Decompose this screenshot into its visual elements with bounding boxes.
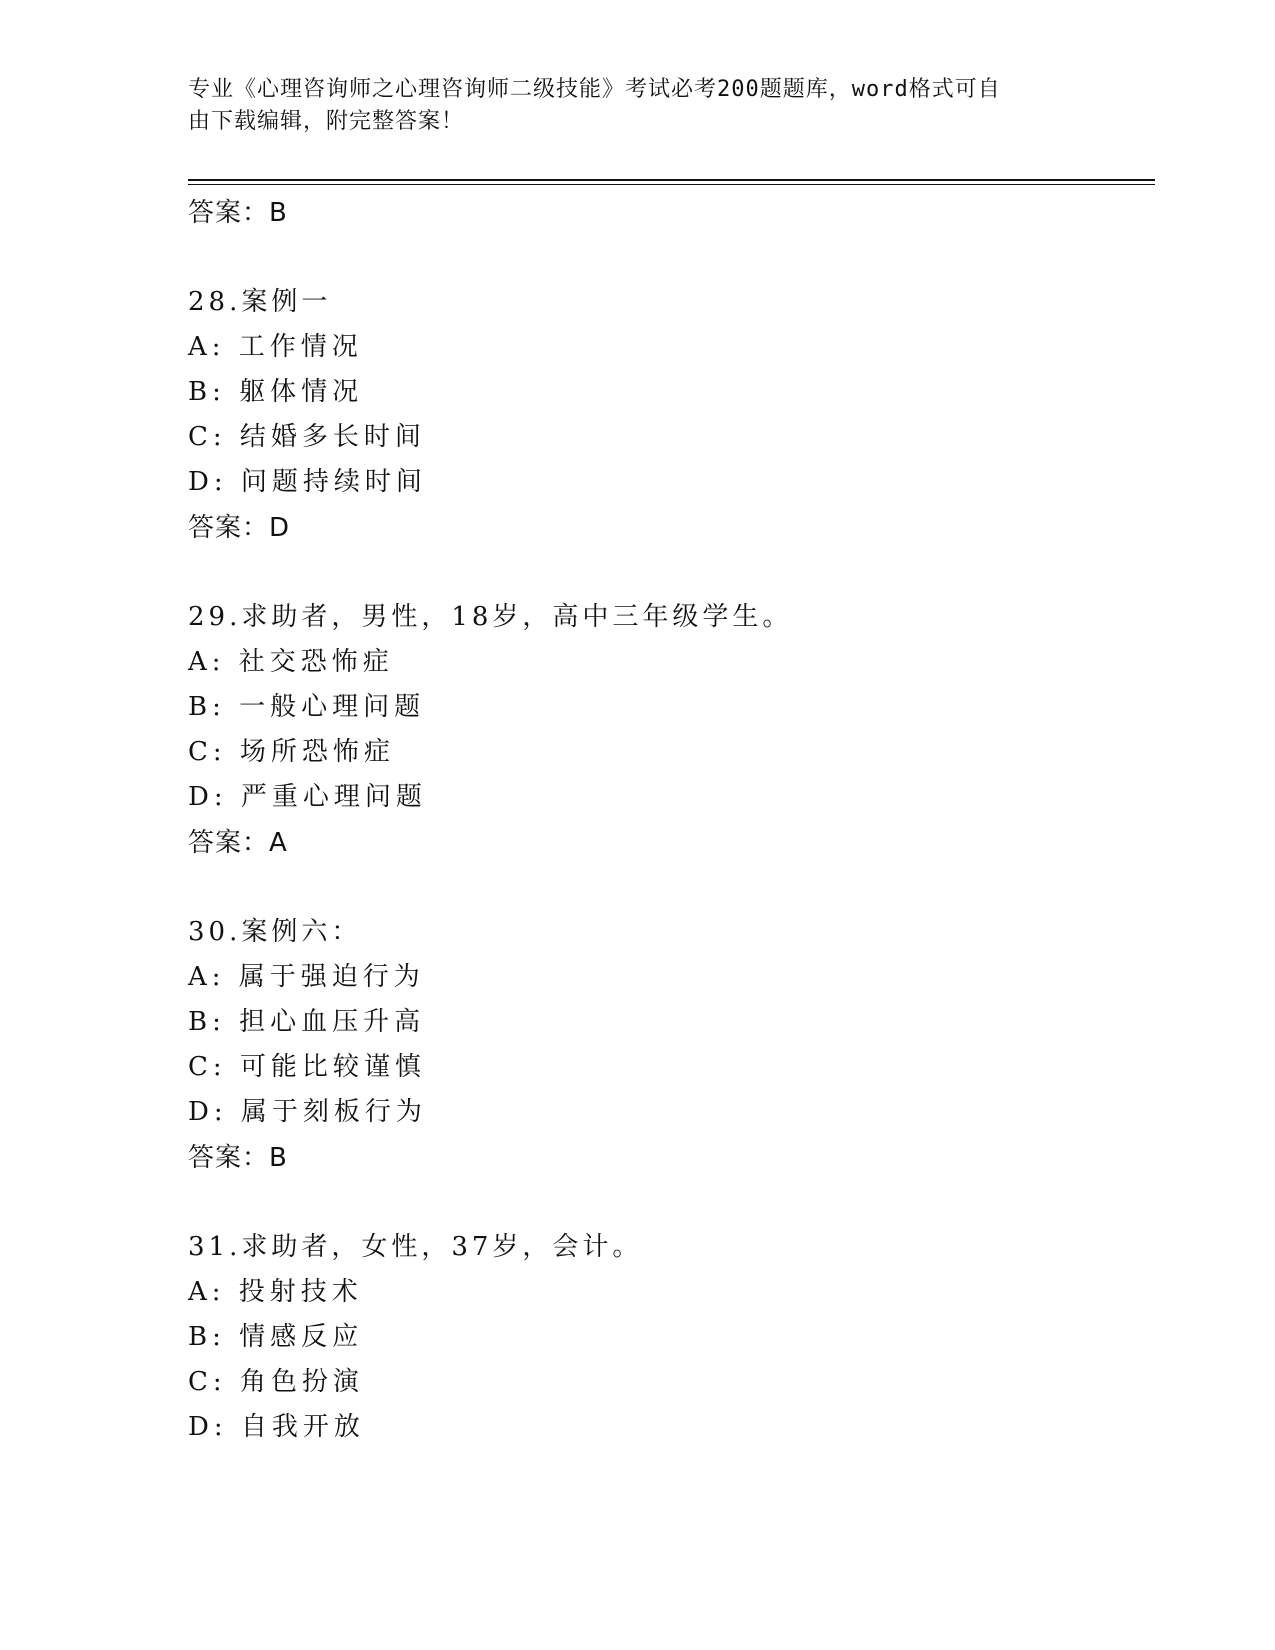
option-d: D: 自我开放 [188, 1412, 365, 1442]
option-b: B: 一般心理问题 [188, 692, 426, 722]
option-a: A: 工作情况 [188, 332, 363, 362]
header-line-2: 由下载编辑，附完整答案！ [188, 109, 465, 134]
option-a: A: 属于强迫行为 [188, 962, 425, 992]
header-rule-thin [188, 184, 1155, 185]
option-d: D: 严重心理问题 [188, 782, 427, 812]
option-c: C: 可能比较谨慎 [188, 1052, 426, 1082]
option-c: C: 结婚多长时间 [188, 422, 426, 452]
option-b: B: 担心血压升高 [188, 1007, 426, 1037]
option-a: A: 投射技术 [188, 1277, 363, 1307]
question-title: 31.求助者，女性，37岁，会计。 [188, 1232, 643, 1262]
option-d: D: 属于刻板行为 [188, 1097, 427, 1127]
question-title: 29.求助者，男性，18岁，高中三年级学生。 [188, 602, 793, 632]
answer-line: 答案：A [188, 828, 288, 858]
question-block [188, 280, 1148, 551]
question-block [188, 595, 1148, 866]
option-c: C: 场所恐怖症 [188, 737, 395, 767]
answer-line: 答案：B [188, 198, 288, 228]
option-b: B: 情感反应 [188, 1322, 364, 1352]
option-a: A: 社交恐怖症 [188, 647, 394, 677]
option-d: D: 问题持续时间 [188, 467, 427, 497]
question-title: 30.案例六： [188, 917, 362, 947]
question-block [188, 1225, 1148, 1450]
question-list [188, 190, 1148, 1450]
question-block [188, 910, 1148, 1181]
header-rule-thick [188, 179, 1155, 181]
document-header [188, 74, 1068, 138]
answer-line: 答案：D [188, 513, 291, 543]
question-title: 28.案例一 [188, 287, 332, 317]
answer-line: 答案：B [188, 1143, 288, 1173]
option-c: C: 角色扮演 [188, 1367, 364, 1397]
header-line-1: 专业《心理咨询师之心理咨询师二级技能》考试必考200题题库，word格式可自 [188, 77, 1001, 102]
option-b: B: 躯体情况 [188, 377, 364, 407]
